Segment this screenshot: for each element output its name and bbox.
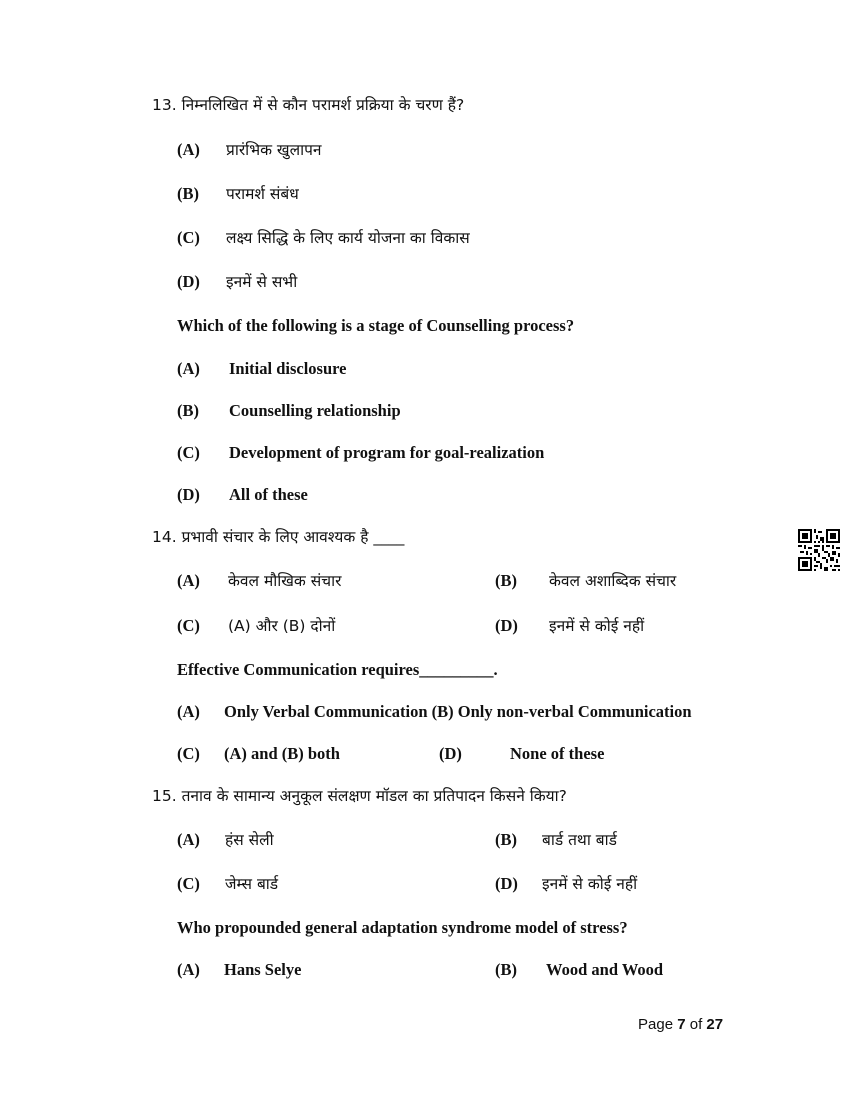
- q15-hindi-option-a-text: हंस सेली: [225, 831, 274, 849]
- q13-english-option-d-text: All of these: [229, 485, 308, 504]
- q13-english-question: Which of the following is a stage of Counselling process?: [177, 316, 575, 335]
- q14-english-option-a-text: Only Verbal Communication (B) Only non-verbal Communication: [224, 702, 692, 721]
- of-word: of: [689, 1016, 703, 1033]
- q13-english-option-b-text: Counselling relationship: [229, 401, 401, 420]
- q14-english-question: Effective Communication requires_________.: [177, 660, 498, 679]
- q15-english-option-a-text: Hans Selye: [224, 960, 302, 979]
- q14-english-option-a-label: (A): [177, 702, 200, 721]
- q14-hindi-question: 14. प्रभावी संचार के लिए आवश्यक है ____: [152, 528, 405, 546]
- q13-english-option-d-label: (D): [177, 485, 200, 504]
- q13-hindi-option-c-text: लक्ष्य सिद्धि के लिए कार्य योजना का विकास: [226, 229, 470, 247]
- q15-english-option-b-text: Wood and Wood: [546, 960, 664, 979]
- q13-hindi-question: 13. निम्नलिखित में से कौन परामर्श प्रक्रिया के चरण हैं?: [152, 96, 465, 114]
- q14-english-option-d-text: None of these: [510, 744, 605, 763]
- q14-english-option-c-text: (A) and (B) both: [224, 744, 340, 763]
- q14-english-option-c-label: (C): [177, 744, 200, 763]
- qr-code-icon: [798, 529, 840, 571]
- q14-hindi-option-b-label: (B): [495, 571, 517, 590]
- q14-hindi-option-b-text: केवल अशाब्दिक संचार: [549, 572, 677, 590]
- q13-hindi-option-a-label: (A): [177, 140, 200, 159]
- q13-hindi-option-b-label: (B): [177, 184, 199, 203]
- page-word: Page: [638, 1016, 674, 1033]
- page-number-footer: [638, 1016, 723, 1033]
- q13-english-option-a-text: Initial disclosure: [229, 359, 347, 378]
- q15-hindi-option-d-label: (D): [495, 874, 518, 893]
- current-page-number: 7: [677, 1016, 686, 1033]
- q15-english-question: Who propounded general adaptation syndrome model of stress?: [177, 918, 628, 937]
- q15-english-option-b-label: (B): [495, 960, 517, 979]
- q15-hindi-question: 15. तनाव के सामान्य अनुकूल संलक्षण मॉडल का प्रतिपादन किसने किया?: [152, 787, 567, 805]
- q13-english-option-a-label: (A): [177, 359, 200, 378]
- q13-english-option-b-label: (B): [177, 401, 199, 420]
- q15-hindi-option-d-text: इनमें से कोई नहीं: [542, 875, 638, 893]
- q13-english-option-c-text: Development of program for goal-realization: [229, 443, 545, 462]
- q14-hindi-option-c-text: (A) और (B) दोनों: [228, 617, 336, 635]
- q15-hindi-option-b-text: बार्ड तथा बार्ड: [542, 831, 617, 849]
- q14-hindi-option-d-text: इनमें से कोई नहीं: [549, 617, 645, 635]
- q15-hindi-option-b-label: (B): [495, 830, 517, 849]
- q14-english-option-d-label: (D): [439, 744, 462, 763]
- q13-hindi-option-b-text: परामर्श संबंध: [226, 185, 299, 203]
- q15-english-option-a-label: (A): [177, 960, 200, 979]
- q15-hindi-option-c-text: जेम्स बार्ड: [225, 875, 279, 893]
- q13-hindi-option-d-label: (D): [177, 272, 200, 291]
- q14-hindi-option-a-text: केवल मौखिक संचार: [228, 572, 342, 590]
- q13-hindi-option-d-text: इनमें से सभी: [226, 273, 298, 291]
- q13-hindi-option-a-text: प्रारंभिक खुलापन: [226, 141, 322, 159]
- q13-english-option-c-label: (C): [177, 443, 200, 462]
- q15-hindi-option-c-label: (C): [177, 874, 200, 893]
- total-pages-number: 27: [706, 1016, 724, 1033]
- q14-hindi-option-c-label: (C): [177, 616, 200, 635]
- q14-hindi-option-a-label: (A): [177, 571, 200, 590]
- q13-hindi-option-c-label: (C): [177, 228, 200, 247]
- q15-hindi-option-a-label: (A): [177, 830, 200, 849]
- q14-hindi-option-d-label: (D): [495, 616, 518, 635]
